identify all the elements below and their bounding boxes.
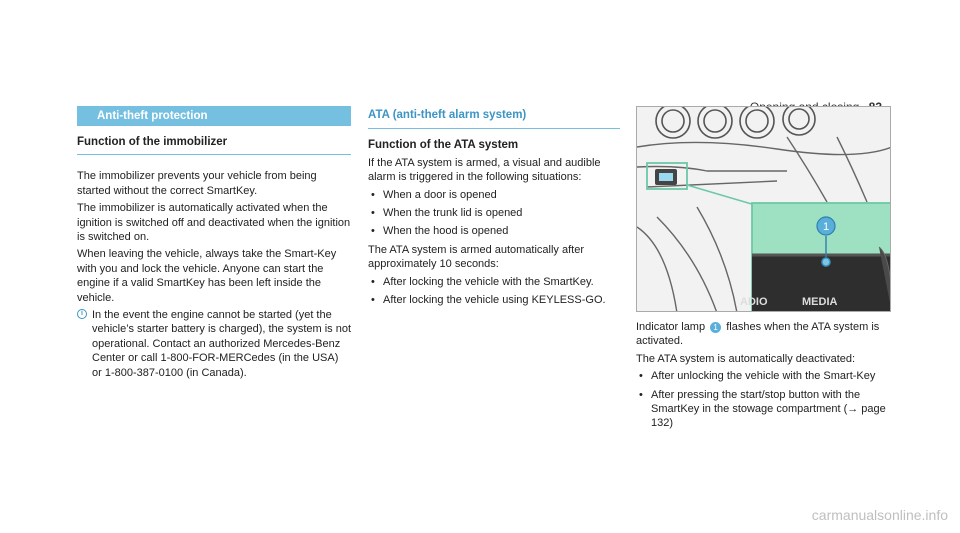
right-column [636, 320, 891, 435]
note-block [77, 308, 351, 380]
callout-number: 1 [822, 221, 830, 233]
ata-subheading: Function of the ATA system [368, 139, 519, 152]
deactivation-list [636, 369, 891, 431]
radio-button-label: ADIO [740, 296, 768, 308]
dashboard-figure [636, 106, 891, 312]
paragraph: The ATA system is automatically deactivated: [636, 352, 856, 365]
trigger-list [368, 188, 620, 239]
middle-column [368, 106, 620, 311]
paragraph: The ATA system is armed automatically after approximately 10 seconds: [368, 243, 585, 271]
callout-badge: 1 [710, 322, 721, 333]
list-item: • After locking the vehicle with the SmartKey. [371, 275, 594, 288]
left-column [77, 106, 351, 380]
list-item: • When a door is opened [371, 188, 497, 201]
immobilizer-subheading: Function of the immobilizer [77, 135, 351, 155]
list-item: • After unlocking the vehicle with the Smart-Key [639, 370, 876, 383]
paragraph: If the ATA system is armed, a visual and audible alarm is triggered in the following situations: [368, 156, 601, 184]
paragraph: The immobilizer is automatically activated when the ignition is switched off and deactivated when the ignition is switched on. [77, 202, 351, 244]
paragraph: When leaving the vehicle, always take the Smart-Key with you and lock the vehicle. Anyone can start the engine if a valid SmartKey has been left inside the vehicle. [77, 248, 337, 304]
list-item: • When the trunk lid is opened [371, 207, 523, 220]
ata-heading: ATA (anti-theft alarm system) [368, 106, 620, 129]
section-title-bar: Anti-theft protection [77, 106, 351, 126]
list-item: • After pressing the start/stop button with the SmartKey in the stowage compartment (→ page 132) [639, 388, 886, 430]
info-icon: i [77, 309, 87, 319]
watermark: carmanualsonline.info [811, 507, 948, 523]
media-button-label: MEDIA [802, 296, 838, 308]
paragraph: The immobilizer prevents your vehicle from being started without the correct SmartKey. [77, 170, 317, 197]
list-item: • After locking the vehicle using KEYLESS-GO. [371, 294, 606, 307]
armed-list [368, 275, 620, 308]
dashboard-illustration [637, 107, 891, 312]
indicator-paragraph: Indicator lamp 1 flashes when the ATA system is activated. [636, 321, 880, 348]
note-text: In the event the engine cannot be started (yet the vehicle’s starter battery is charged), the system is not operational. Contact an authorized Mercedes-Benz Center or call 1-800-FOR-MERCedes (in the USA) or 1-800-387-0100 (in Canada). [92, 309, 352, 379]
list-item: • When the hood is opened [371, 225, 509, 238]
